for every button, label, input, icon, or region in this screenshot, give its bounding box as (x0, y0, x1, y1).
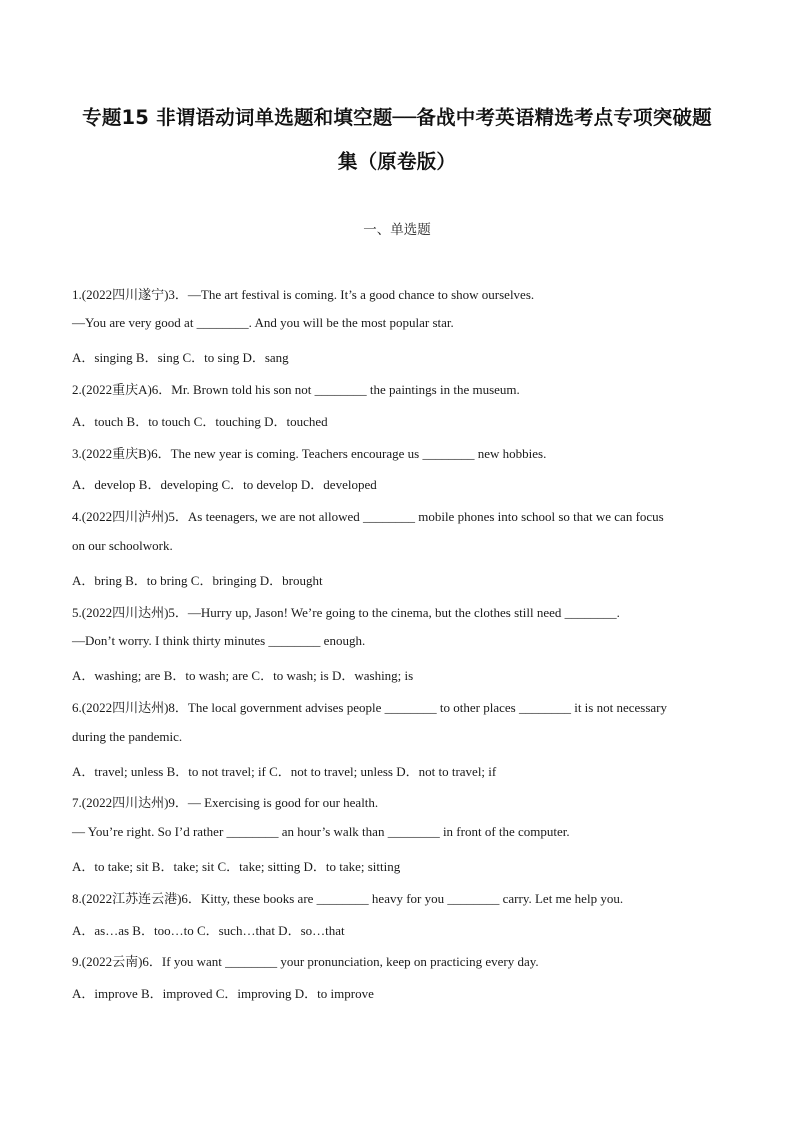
document-title-line-2: 集（原卷版） (337, 150, 457, 173)
question-5-options: A．washing; are B．to wash; are C．to wash; is D．washing; is (72, 668, 414, 683)
section-heading: 一、单选题 (363, 222, 431, 238)
question-7-options: A．to take; sit B．take; sit C．take; sitting D．to take; sitting (72, 859, 401, 874)
question-8-options: A．as…as B．too…to C．such…that D．so…that (72, 923, 345, 938)
question-1-options: A．singing B．sing C．to sing D．sang (72, 350, 289, 365)
question-6-options: A．travel; unless B．to not travel; if C．not to travel; unless D．not to travel; if (72, 764, 497, 779)
question-2-options: A．touch B．to touch C．touching D．touched (72, 414, 328, 429)
question-6-stem: 6.(2022四川达州)8．The local government advises people ________ to other places ________ it is not necessary (72, 700, 667, 715)
question-5-stem: 5.(2022四川达州)5．—Hurry up, Jason! We’re going to the cinema, but the clothes still need ________. (72, 605, 620, 620)
question-6-stem-continued: during the pandemic. (72, 729, 183, 744)
question-2-stem: 2.(2022重庆A)6．Mr. Brown told his son not ________ the paintings in the museum. (72, 382, 520, 397)
question-8-stem: 8.(2022江苏连云港)6．Kitty, these books are ________ heavy for you ________ carry. Let me help you. (72, 891, 624, 906)
question-3-options: A．develop B．developing C．to develop D．developed (72, 477, 377, 492)
question-9-stem: 9.(2022云南)6．If you want ________ your pronunciation, keep on practicing every day. (72, 954, 539, 969)
question-3-stem: 3.(2022重庆B)6．The new year is coming. Teachers encourage us ________ new hobbies. (72, 446, 547, 461)
question-4-stem: 4.(2022四川泸州)5．As teenagers, we are not allowed ________ mobile phones into school so that we can focus (72, 509, 664, 524)
question-4-options: A．bring B．to bring C．bringing D．brought (72, 573, 323, 588)
question-1-response: —You are very good at ________. And you will be the most popular star. (72, 315, 454, 330)
question-1-stem: 1.(2022四川遂宁)3．—The art festival is coming. It’s a good chance to show ourselves. (72, 287, 535, 302)
question-7-response: — You’re right. So I’d rather ________ an hour’s walk than ________ in front of the computer. (72, 824, 570, 839)
question-4-stem-continued: on our schoolwork. (72, 538, 173, 553)
question-7-stem: 7.(2022四川达州)9．— Exercising is good for our health. (72, 795, 379, 810)
document-title-line-1: 专题15 非谓语动词单选题和填空题──备战中考英语精选考点专项突破题 (82, 106, 712, 129)
question-5-response: —Don’t worry. I think thirty minutes ________ enough. (72, 633, 366, 648)
question-9-options: A．improve B．improved C．improving D．to improve (72, 986, 374, 1001)
